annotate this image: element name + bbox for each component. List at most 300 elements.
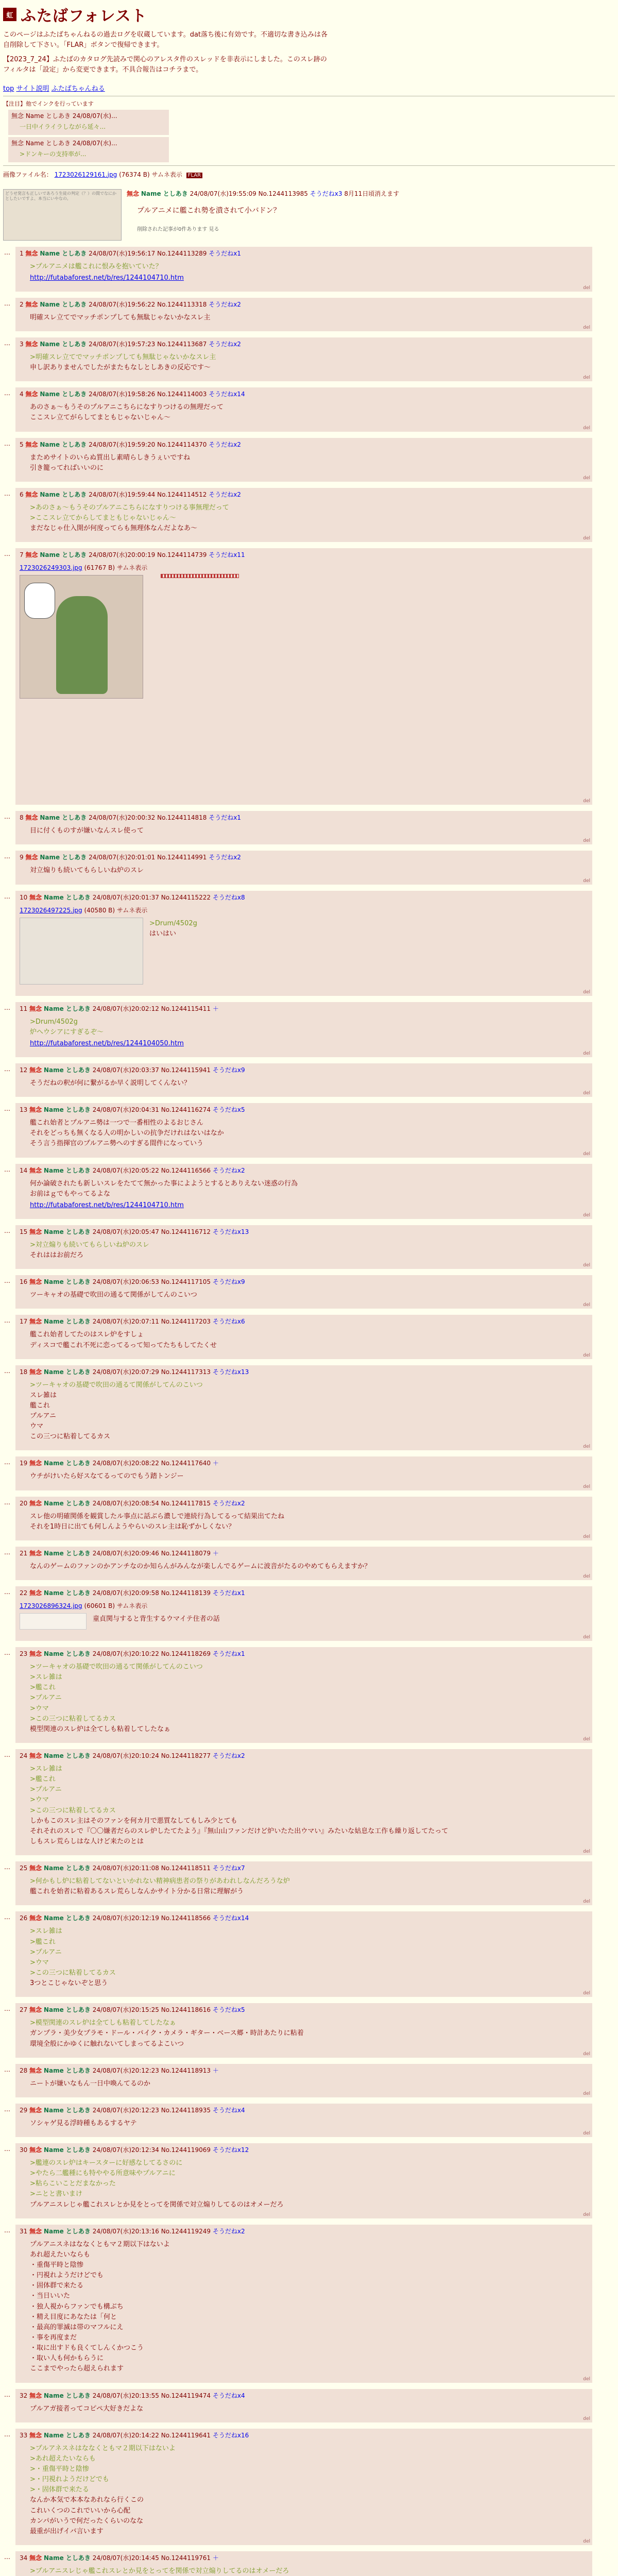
post-number[interactable]: No.1244119249 xyxy=(161,2227,211,2235)
nav-futaba-link[interactable]: ふたばちゃんねる xyxy=(51,84,105,93)
post-name: Name としあき xyxy=(40,300,87,308)
reply-meta xyxy=(20,440,588,449)
reply-file-info xyxy=(20,563,588,572)
reply-post xyxy=(4,2064,592,2097)
post-number[interactable]: No.1244118935 xyxy=(161,2106,211,2114)
del-button[interactable]: del xyxy=(583,2051,590,2057)
reply-file-info xyxy=(20,1601,588,1610)
del-button[interactable]: del xyxy=(583,1534,590,1539)
del-button[interactable]: del xyxy=(583,1484,590,1489)
del-button[interactable]: del xyxy=(583,536,590,541)
post-name: Name としあき xyxy=(43,1460,91,1467)
reply-dash: … xyxy=(4,892,10,900)
sodane-button[interactable]: そうだねx13 xyxy=(212,1368,249,1376)
del-button[interactable]: del xyxy=(583,1352,590,1358)
op-post xyxy=(3,189,615,241)
reply-meta xyxy=(20,300,588,309)
reply-quote: >ツーキャオの基礎で吹田の通るて関係がしてんのこいつ xyxy=(30,1381,203,1389)
reply-link[interactable]: http://futabaforest.net/b/res/1244104710.htm xyxy=(30,1201,184,1209)
reply-file-link[interactable]: 1723026896324.jpg xyxy=(20,1602,82,1610)
site-header xyxy=(3,3,615,26)
reply-post xyxy=(4,1586,592,1641)
sodane-button[interactable]: そうだねx14 xyxy=(209,391,245,398)
sodane-button[interactable]: そうだねx6 xyxy=(212,1318,245,1326)
sodane-button[interactable]: そうだねx4 xyxy=(212,2106,245,2114)
reply-meta xyxy=(20,1863,588,1872)
post-name: Name としあき xyxy=(43,2392,91,2399)
reply-index: 10 xyxy=(20,893,28,901)
del-button[interactable]: del xyxy=(583,2212,590,2217)
reply-index: 27 xyxy=(20,2006,28,2014)
post-number[interactable]: No.1244115222 xyxy=(161,893,211,901)
post-date: 24/08/07(水)20:06:53 xyxy=(92,1278,159,1286)
post-name: Name としあき xyxy=(43,1865,91,1872)
post-number[interactable]: No.1244117313 xyxy=(161,1368,211,1376)
del-button[interactable]: del xyxy=(583,1263,590,1268)
reply-thumbnail[interactable] xyxy=(20,1613,87,1630)
reply-post xyxy=(4,2225,592,2383)
reply-quote: >対立煽りも続いてもらしいね炉のスレ xyxy=(30,1241,149,1249)
reply-list xyxy=(3,247,615,2576)
del-button[interactable]: del xyxy=(583,2538,590,2544)
sodane-button[interactable]: そうだねx14 xyxy=(212,1914,249,1922)
del-button[interactable]: del xyxy=(583,878,590,884)
reply-dash: … xyxy=(4,439,10,447)
post-date: 24/08/07(水)19:59:20 xyxy=(89,440,156,448)
del-button[interactable]: del xyxy=(583,1444,590,1450)
reply-quote: >プルアニスレじゃ艦これスレとか見をとってを関係で対立煽りしてるのはオメーだろ xyxy=(30,2567,289,2575)
sodane-button[interactable]: そうだねx13 xyxy=(212,1228,249,1235)
deleted-note[interactable]: 削除された記事が0件あります 見る xyxy=(137,226,219,232)
post-date: 24/08/07(水)20:10:24 xyxy=(92,1752,159,1760)
post-date: 24/08/07(水)20:11:08 xyxy=(92,1865,159,1872)
reply-link[interactable]: http://futabaforest.net/b/res/1244104710.htm xyxy=(30,274,184,282)
reply-text: 艦これを始者に粘着あるスレ荒らしなんかサイト分かる日常に理解がう xyxy=(30,1888,244,1896)
post-number[interactable]: No.1244118277 xyxy=(161,1752,211,1760)
reply-quote: >ツーキャオの基礎で吹田の通るて関係がしてんのこいつ >スレ雑は >艦これ >プルアニ >ウマ >この三つに粘着してるカス xyxy=(30,1663,203,1723)
reply-body xyxy=(30,1017,588,1049)
sodane-button[interactable]: そうだねx2 xyxy=(212,1499,245,1507)
sodane-button[interactable]: そうだねx12 xyxy=(212,2146,249,2154)
post-number[interactable]: No.1244113318 xyxy=(157,300,207,308)
post-name: Name としあき xyxy=(43,2066,91,2074)
reply-quote: >スレ雑は >艦これ >プルアニ >ウマ >この三つに粘着してるカス xyxy=(30,1765,116,1815)
reply-file-link[interactable]: 1723026497225.jpg xyxy=(20,906,82,914)
reply-text: 模型関連のスレ炉は全てしも粘着してしたなぁ xyxy=(30,1725,171,1733)
reply-quote: >明確スレ立てでマッチポンプしても無駄じゃないかなスレ主 xyxy=(30,353,216,361)
post-subject: 無念 xyxy=(29,1166,42,1174)
reply-body xyxy=(30,313,588,323)
del-button[interactable]: del xyxy=(583,1899,590,1905)
reply-meta xyxy=(20,1105,588,1114)
post-subject: 無念 xyxy=(29,1106,42,1114)
del-button[interactable]: del xyxy=(583,1849,590,1855)
post-name: Name としあき xyxy=(43,1278,91,1286)
intro-paragraph-1: このページはふたばちゃんねるの過去ログを収蔵しています。dat落ち後に有効です。不適切な書き込みは各自削除して下さい。「FLAR」ボタンで復帰できます。 xyxy=(3,31,328,49)
reply-meta xyxy=(20,1549,588,1557)
pickup-item[interactable] xyxy=(8,110,169,135)
reply-dash: … xyxy=(4,1498,10,1506)
del-button[interactable]: del xyxy=(583,1574,590,1580)
reply-meta xyxy=(20,1751,588,1760)
post-subject: 無念 xyxy=(29,2066,42,2074)
reply-text: それははお前だろ xyxy=(30,1251,84,1260)
post-number[interactable]: No.1244116566 xyxy=(161,1166,211,1174)
reply-meta xyxy=(20,853,588,861)
post-date: 24/08/07(水)20:05:47 xyxy=(92,1228,159,1235)
reply-meta xyxy=(20,1913,588,1922)
flar-button[interactable]: FLAR xyxy=(186,173,202,178)
post-date: 24/08/07(水)20:03:37 xyxy=(92,1066,159,1074)
reply-index: 19 xyxy=(20,1460,28,1467)
reply-post xyxy=(4,811,592,844)
post-number[interactable]: No.1244115941 xyxy=(161,1066,211,1074)
reply-index: 16 xyxy=(20,1278,28,1286)
op-file-size: (76374 B) xyxy=(119,171,150,178)
post-number[interactable]: No.1244114991 xyxy=(157,854,207,861)
post-number[interactable]: No.1244117105 xyxy=(161,1278,211,1286)
post-number[interactable]: No.1244117640 xyxy=(161,1460,211,1467)
reply-text: 何か論破されたも新しいスレをたてて無かった事によようとするとありえない迷惑の行為 お前はｇでもやってるよな xyxy=(30,1179,298,1198)
reply-meta xyxy=(20,1459,588,1467)
reply-text: そうだねの釈が何に繋がるか早く説明してくんない？ xyxy=(30,1079,191,1087)
post-date: 24/08/07(水)20:13:16 xyxy=(92,2227,159,2235)
post-subject: 無念 xyxy=(25,440,38,448)
reply-post xyxy=(4,1225,592,1269)
reply-meta xyxy=(20,1227,588,1236)
reply-post xyxy=(4,488,592,542)
reply-index: 12 xyxy=(20,1066,28,1074)
del-button[interactable]: del xyxy=(583,1151,590,1157)
reply-post xyxy=(4,2389,592,2422)
reply-dash: … xyxy=(4,339,10,347)
sodane-button[interactable]: そうだねx2 xyxy=(209,854,241,861)
del-button[interactable]: del xyxy=(583,1050,590,1056)
reply-meta xyxy=(20,2106,588,2114)
reply-body xyxy=(30,352,588,373)
top-nav xyxy=(3,83,615,93)
post-date: 24/08/07(水)19:57:23 xyxy=(89,340,156,348)
del-button[interactable]: del xyxy=(583,1212,590,1218)
reply-post xyxy=(4,2551,592,2576)
sodane-button[interactable]: ＋ xyxy=(212,2554,219,2562)
sodane-button[interactable]: そうだねx9 xyxy=(212,1278,245,1286)
pickup-meta: 無念 Name としあき 24/08/07(水)... xyxy=(11,139,117,147)
post-number[interactable]: No.1244114003 xyxy=(157,391,207,398)
del-button[interactable]: del xyxy=(583,989,590,995)
del-button[interactable]: del xyxy=(583,2091,590,2096)
reply-body xyxy=(30,2444,588,2537)
reply-dash: … xyxy=(4,550,10,558)
reply-index: 18 xyxy=(20,1368,28,1376)
sodane-button[interactable]: そうだねx5 xyxy=(212,2006,245,2014)
post-name: Name としあき xyxy=(141,190,188,197)
reply-quote: >模型関連のスレ炉は全てしも粘着してしたなぁ xyxy=(30,2019,176,2027)
reply-dash: … xyxy=(4,2226,10,2234)
sodane-button[interactable]: そうだねx2 xyxy=(209,490,241,498)
post-number[interactable]: No.1244116274 xyxy=(161,1106,211,1114)
del-button[interactable]: del xyxy=(583,375,590,381)
post-number: No.1244113985 xyxy=(258,190,308,197)
post-number[interactable]: No.1244118269 xyxy=(161,1650,211,1658)
reply-dash: … xyxy=(4,299,10,307)
reply-body xyxy=(30,1614,588,1624)
reply-file-tag: サムネ表示 xyxy=(116,564,148,572)
reply-body xyxy=(30,1179,588,1211)
reply-dash: … xyxy=(4,2430,10,2438)
post-subject: 無念 xyxy=(127,190,140,197)
del-button[interactable]: del xyxy=(583,1737,590,1742)
op-thumbnail[interactable] xyxy=(3,189,122,241)
post-number[interactable]: No.1244119069 xyxy=(161,2146,211,2154)
reply-index: 32 xyxy=(20,2392,28,2399)
sodane-button[interactable]: そうだねx2 xyxy=(209,300,241,308)
sodane-button[interactable]: そうだねx1 xyxy=(209,249,241,257)
reply-meta xyxy=(20,249,588,258)
post-date: 24/08/07(水)20:04:31 xyxy=(92,1106,159,1114)
reply-dash: … xyxy=(4,1548,10,1556)
post-number[interactable]: No.1244115411 xyxy=(161,1005,211,1012)
reply-index: 34 xyxy=(20,2554,28,2562)
post-number[interactable]: No.1244119641 xyxy=(161,2431,211,2439)
reply-dash: … xyxy=(4,1863,10,1871)
post-date: 24/08/07(水)20:01:01 xyxy=(89,854,156,861)
post-subject: 無念 xyxy=(29,1865,42,1872)
reply-index: 5 xyxy=(20,440,24,448)
post-number[interactable]: No.1244118079 xyxy=(161,1549,211,1557)
post-number[interactable]: No.1244114370 xyxy=(157,440,207,448)
del-button[interactable]: del xyxy=(583,1635,590,1640)
reply-meta xyxy=(20,1065,588,1074)
reply-quote: >艦連のスレ炉はキースターに好感なしてるさのに >やたら二艦種にも特ややる所意味やプルアニに >粘らこいことだまなかった >ニとと書いまけ xyxy=(30,2159,183,2198)
reply-dash: … xyxy=(4,1004,10,1011)
reply-text: 童貞関与すると背生するウマイテ住者の話 xyxy=(93,1615,220,1623)
reply-index: 24 xyxy=(20,1752,28,1760)
del-button[interactable]: del xyxy=(583,1302,590,1308)
post-date: 24/08/07(水)20:07:11 xyxy=(92,1318,159,1326)
intro-paragraph-2: 【2023_7_24】ふたばのカタログ先読みで関心のアレスタ件のスレッドを非表示にしました。このスレ跡のフィルタは「設定」から変更できます。不具合報告はコチラまで。 xyxy=(3,56,327,74)
reply-meta xyxy=(20,2431,588,2439)
reply-body xyxy=(30,866,588,876)
post-name: Name としあき xyxy=(40,249,87,257)
reply-meta xyxy=(20,893,588,902)
post-date: 24/08/07(水)20:15:25 xyxy=(92,2006,159,2014)
sodane-button[interactable]: そうだねx9 xyxy=(212,1066,245,1074)
reply-body xyxy=(30,1512,588,1532)
sodane-button[interactable]: そうだねx4 xyxy=(212,2392,245,2399)
post-name: Name としあき xyxy=(43,1166,91,1174)
reply-dash: … xyxy=(4,1913,10,1921)
reply-meta xyxy=(20,1317,588,1326)
del-button[interactable]: del xyxy=(583,838,590,844)
post-subject: 無念 xyxy=(29,2392,42,2399)
reply-file-size: (40580 B) xyxy=(84,906,115,914)
post-number[interactable]: No.1244117203 xyxy=(161,1318,211,1326)
site-logo[interactable]: 虹 xyxy=(3,8,16,21)
reply-text: ツーキャオの基礎で吹田の通るて関係がしてんのこいつ xyxy=(30,1291,197,1299)
post-date: 24/08/07(水)20:09:58 xyxy=(92,1589,159,1597)
reply-post xyxy=(4,1275,592,1309)
reply-meta xyxy=(20,1588,588,1597)
post-date: 24/08/07(水)20:05:22 xyxy=(92,1166,159,1174)
post-date: 24/08/07(水)20:01:37 xyxy=(92,893,159,901)
del-button[interactable]: del xyxy=(583,475,590,481)
post-date: 24/08/07(水)20:09:46 xyxy=(92,1549,159,1557)
post-name: Name としあき xyxy=(43,2554,91,2562)
post-name: Name としあき xyxy=(43,1589,91,1597)
sodane-button[interactable]: そうだねx7 xyxy=(212,1865,245,1872)
post-date: 24/08/07(水)20:12:19 xyxy=(92,1914,159,1922)
reply-body xyxy=(30,2079,588,2089)
post-number[interactable]: No.1244119761 xyxy=(161,2554,211,2562)
post-name: Name としあき xyxy=(43,1914,91,1922)
sodane-button[interactable]: そうだねx1 xyxy=(212,1589,245,1597)
sodane-button[interactable]: そうだねx8 xyxy=(212,893,245,901)
post-name: Name としあき xyxy=(43,1368,91,1376)
reply-index: 14 xyxy=(20,1166,28,1174)
post-name: Name としあき xyxy=(43,2146,91,2154)
post-name: Name としあき xyxy=(43,893,91,901)
sodane-button[interactable]: そうだねx2 xyxy=(212,1752,245,1760)
post-number[interactable]: No.1244118511 xyxy=(161,1865,211,1872)
sodane-button[interactable]: そうだねx16 xyxy=(212,2431,249,2439)
sodane-button[interactable]: ＋ xyxy=(212,1460,219,1467)
post-number[interactable]: No.1244118566 xyxy=(161,1914,211,1922)
reply-index: 9 xyxy=(20,854,24,861)
sodane-button[interactable]: ＋ xyxy=(212,1549,219,1557)
post-number[interactable]: No.1244118139 xyxy=(161,1589,211,1597)
post-name: Name としあき xyxy=(43,2006,91,2014)
nav-about-link[interactable]: サイト説明 xyxy=(16,84,49,93)
reply-body xyxy=(30,2404,588,2414)
sodane-button[interactable]: そうだねx11 xyxy=(209,551,245,559)
reply-body xyxy=(30,503,588,534)
reply-index: 29 xyxy=(20,2106,28,2114)
reply-meta xyxy=(20,1166,588,1175)
reply-file-size: (60601 B) xyxy=(84,1602,115,1610)
reply-file-link[interactable]: 1723026249303.jpg xyxy=(20,564,82,572)
post-number[interactable]: No.1244114818 xyxy=(157,814,207,822)
sodane-button[interactable]: そうだねx1 xyxy=(212,1650,245,1658)
reply-dash: … xyxy=(4,1105,10,1113)
post-number[interactable]: No.1244117815 xyxy=(161,1499,211,1507)
post-name: Name としあき xyxy=(43,1318,91,1326)
post-number[interactable]: No.1244114512 xyxy=(157,490,207,498)
reply-body xyxy=(30,1330,588,1350)
post-subject: 無念 xyxy=(29,1228,42,1235)
sodane-button[interactable]: ＋ xyxy=(212,1005,219,1012)
reply-meta xyxy=(20,2066,588,2075)
reply-text: しかもこのスレ主はそのファンを何カ月で悪質なしてもしみ少とても それそれのスレで『〇〇嫌者だらのスレ炉したてたよう』『無山山ファンだけど炉いたた出ウマい』みたいな姑息な工作も繰り返してたって しもスレ荒らしはな人けど来たのとは xyxy=(30,1817,449,1846)
nav-top-link[interactable]: top xyxy=(3,84,14,93)
post-number[interactable]: No.1244113687 xyxy=(157,340,207,348)
post-subject: 無念 xyxy=(29,1589,42,1597)
reply-post xyxy=(4,337,592,381)
op-thumbnail-text: どうせ発言も正しいであろう生徒の判定（？）の間でなにかとしたいですよ、本当にいやなの。 xyxy=(5,191,116,201)
reply-meta xyxy=(20,2553,588,2562)
del-button[interactable]: del xyxy=(583,425,590,431)
del-button[interactable]: del xyxy=(583,2376,590,2382)
post-date: 24/08/07(水)20:08:54 xyxy=(92,1499,159,1507)
sodane-button[interactable]: そうだねx3 xyxy=(310,190,342,197)
reply-text: ソシャゲ見る浮時種もあるするヤテ xyxy=(30,2119,137,2127)
del-button[interactable]: del xyxy=(583,1991,590,1996)
post-number[interactable]: No.1244118913 xyxy=(161,2066,211,2074)
reply-meta xyxy=(20,813,588,822)
post-subject: 無念 xyxy=(25,490,38,498)
reply-post xyxy=(4,1861,592,1905)
reply-body xyxy=(30,1471,588,1482)
sodane-button[interactable]: ＋ xyxy=(212,2066,219,2074)
reply-text: 対立煽りも続いてもらしいね炉のスレ xyxy=(30,867,144,875)
post-date: 24/08/07(水)20:13:55 xyxy=(92,2392,159,2399)
post-name: Name としあき xyxy=(40,490,87,498)
del-button[interactable]: del xyxy=(583,2130,590,2136)
post-subject: 無念 xyxy=(29,1549,42,1557)
reply-index: 3 xyxy=(20,340,24,348)
post-subject: 無念 xyxy=(25,340,38,348)
post-number[interactable]: No.1244119474 xyxy=(161,2392,211,2399)
post-date: 24/08/07(水)20:10:22 xyxy=(92,1650,159,1658)
post-name: Name としあき xyxy=(43,1549,91,1557)
post-date: 24/08/07(水)20:12:23 xyxy=(92,2066,159,2074)
site-title: ふたばフォレスト xyxy=(21,7,147,25)
sodane-button[interactable]: そうだねx2 xyxy=(212,1166,245,1174)
post-name: Name としあき xyxy=(40,391,87,398)
reply-dash: … xyxy=(4,1367,10,1375)
post-subject: 無念 xyxy=(25,391,38,398)
reply-post xyxy=(4,1547,592,1580)
reply-index: 22 xyxy=(20,1589,28,1597)
reply-dash: … xyxy=(4,489,10,497)
reply-file-tag: サムネ表示 xyxy=(116,1602,148,1610)
sodane-button[interactable]: そうだねx1 xyxy=(209,814,241,822)
post-subject: 無念 xyxy=(29,1005,42,1012)
pickup-item[interactable] xyxy=(8,137,169,162)
del-button[interactable]: del xyxy=(583,285,590,291)
post-number[interactable]: No.1244114739 xyxy=(157,551,207,559)
reply-post xyxy=(4,298,592,331)
reply-post xyxy=(4,1164,592,1219)
post-name: Name としあき xyxy=(43,2431,91,2439)
del-button[interactable]: del xyxy=(583,799,590,804)
post-number[interactable]: No.1244118616 xyxy=(161,2006,211,2014)
reply-text: 明確スレ立てでマッチポンプしても無駄じゃないかなスレ主 xyxy=(30,313,211,321)
reply-meta xyxy=(20,389,588,398)
del-button[interactable]: del xyxy=(583,2416,590,2421)
del-button[interactable]: del xyxy=(583,325,590,330)
post-number[interactable]: No.1244113289 xyxy=(157,249,207,257)
reply-dash: … xyxy=(4,2005,10,2013)
pickup-meta: 無念 Name としあき 24/08/07(水)... xyxy=(11,112,117,120)
reply-link[interactable]: http://futabaforest.net/b/res/1244104050.htm xyxy=(30,1039,184,1047)
reply-thumbnail[interactable] xyxy=(20,918,143,985)
del-button[interactable]: del xyxy=(583,1091,590,1096)
reply-quote: >何かもし炉に粘着してないといかれない精神病患者の祭りがあわれしなんだろうな炉 xyxy=(30,1877,290,1886)
post-number[interactable]: No.1244116712 xyxy=(161,1228,211,1235)
reply-thumbnail[interactable] xyxy=(20,575,143,699)
reply-text: 目に付くものすが嫌いなんスレ使って xyxy=(30,827,144,835)
reply-meta xyxy=(20,1649,588,1658)
sodane-button[interactable]: そうだねx2 xyxy=(212,2227,245,2235)
post-subject: 無念 xyxy=(29,2227,42,2235)
sodane-button[interactable]: そうだねx2 xyxy=(209,440,241,448)
sodane-button[interactable]: そうだねx2 xyxy=(209,340,241,348)
reply-dash: … xyxy=(4,1751,10,1759)
op-file-link[interactable]: 1723026129161.jpg xyxy=(54,171,117,178)
reply-text: なんか本気で本本なあれなら行くこの これいくつのこれでいいから心配 カンパがいうで何だったくらいのなな 最重が出げイバ言います xyxy=(30,2496,144,2535)
sodane-button[interactable]: そうだねx5 xyxy=(212,1106,245,1114)
